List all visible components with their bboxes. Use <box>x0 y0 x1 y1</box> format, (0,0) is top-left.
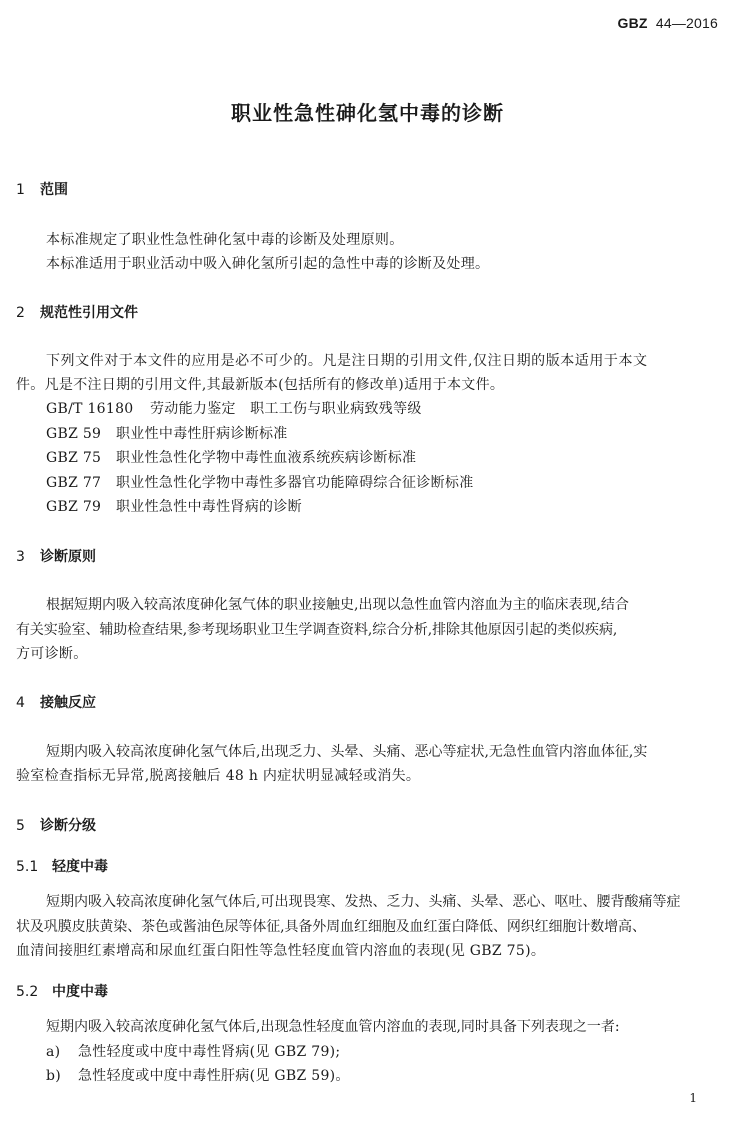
page-number: 1 <box>689 1091 697 1105</box>
reference-item: GB/T 16180 劳动能力鉴定 职工工伤与职业病致残等级 <box>46 401 422 417</box>
section-4-line-1: 短期内吸入较高浓度砷化氢气体后,出现乏力、头晕、头痛、恶心等症状,无急性血管内溶血体征,实 <box>46 744 648 760</box>
section-2-intro-line-1: 下列文件对于本文件的应用是必不可少的。凡是注日期的引用文件,仅注日期的版本适用于本文 <box>46 353 648 369</box>
header-code: 44—2016 <box>655 15 718 31</box>
section-5-1-heading: 5.1 轻度中毒 <box>16 859 108 875</box>
section-3-heading: 3 诊断原则 <box>16 549 96 565</box>
reference-item: GBZ 77 职业性急性化学物中毒性多器官功能障碍综合征诊断标准 <box>46 475 474 491</box>
section-5-2-intro: 短期内吸入较高浓度砷化氢气体后,出现急性轻度血管内溶血的表现,同时具备下列表现之一者: <box>46 1019 620 1035</box>
section-5-1-line-1: 短期内吸入较高浓度砷化氢气体后,可出现畏寒、发热、乏力、头痛、头晕、恶心、呕吐、腰背酸痛等症 <box>46 894 681 910</box>
standard-code-header <box>618 15 718 31</box>
reference-item: GBZ 59 职业性中毒性肝病诊断标准 <box>46 426 288 442</box>
list-item: a) 急性轻度或中度中毒性肾病(见 GBZ 79); <box>46 1044 341 1060</box>
section-5-2-heading: 5.2 中度中毒 <box>16 984 108 1000</box>
section-2-heading: 2 规范性引用文件 <box>16 305 138 321</box>
section-1-heading: 1 范围 <box>16 182 68 198</box>
section-5-1-line-3: 血清间接胆红素增高和尿血红蛋白阳性等急性轻度血管内溶血的表现(见 GBZ 75)。 <box>16 943 546 959</box>
page-title: 职业性急性砷化氢中毒的诊断 <box>231 101 504 125</box>
section-2-intro-line-2: 件。凡是不注日期的引用文件,其最新版本(包括所有的修改单)适用于本文件。 <box>16 377 505 393</box>
section-4-line-2: 验室检查指标无异常,脱离接触后 48 h 内症状明显减轻或消失。 <box>16 768 421 784</box>
list-item: b) 急性轻度或中度中毒性肝病(见 GBZ 59)。 <box>46 1068 350 1084</box>
section-3-line-3: 方可诊断。 <box>16 646 88 662</box>
section-5-1-line-2: 状及巩膜皮肤黄染、茶色或酱油色尿等体征,具备外周血红细胞及血红蛋白降低、网织红细胞计数增高、 <box>16 919 646 935</box>
reference-item: GBZ 79 职业性急性中毒性肾病的诊断 <box>46 499 302 515</box>
section-5-heading: 5 诊断分级 <box>16 818 96 834</box>
section-3-line-2: 有关实验室、辅助检查结果,参考现场职业卫生学调查资料,综合分析,排除其他原因引起的类似疾病, <box>16 622 618 638</box>
section-1-para-2: 本标准适用于职业活动中吸入砷化氢所引起的急性中毒的诊断及处理。 <box>46 256 490 272</box>
header-prefix: GBZ <box>617 15 648 31</box>
reference-item: GBZ 75 职业性急性化学物中毒性血液系统疾病诊断标准 <box>46 450 417 466</box>
section-1-para-1: 本标准规定了职业性急性砷化氢中毒的诊断及处理原则。 <box>46 232 404 248</box>
section-3-line-1: 根据短期内吸入较高浓度砷化氢气体的职业接触史,出现以急性血管内溶血为主的临床表现,结合 <box>46 597 629 613</box>
section-4-heading: 4 接触反应 <box>16 695 96 711</box>
